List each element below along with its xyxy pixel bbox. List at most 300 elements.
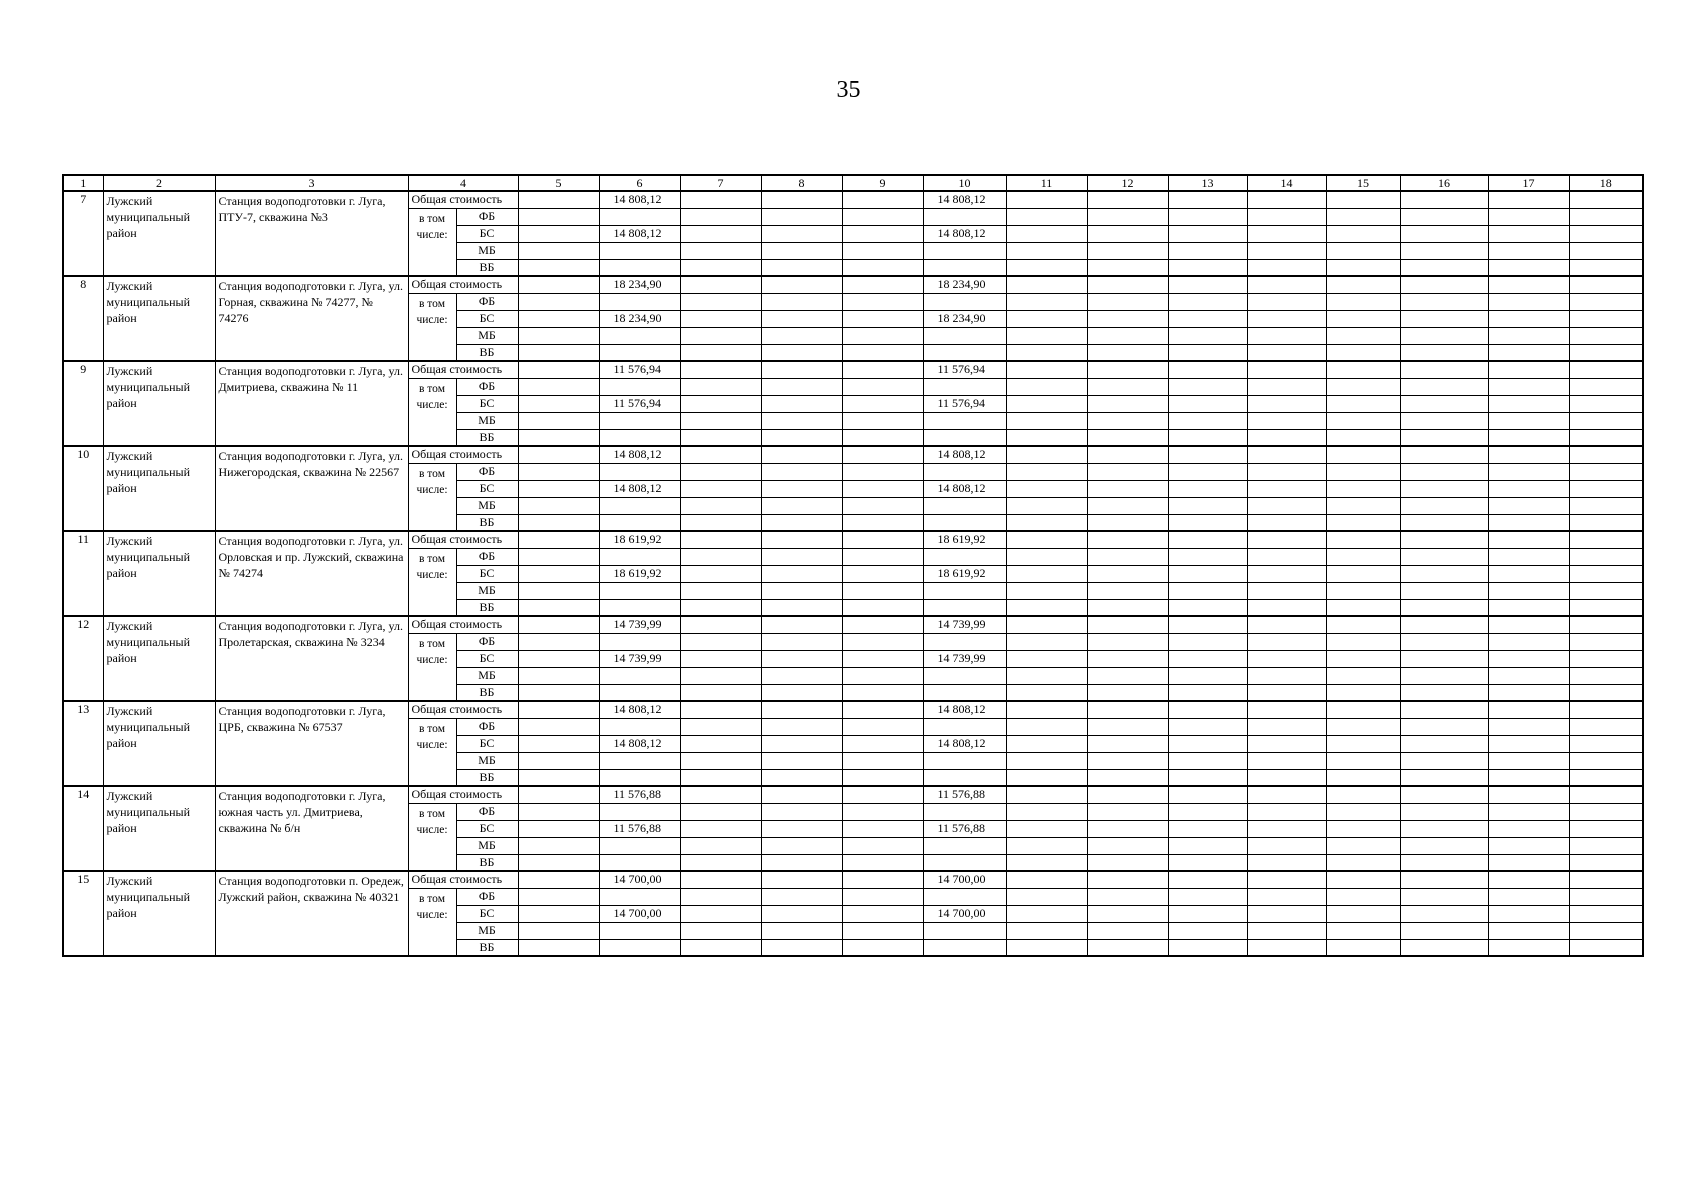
empty-cell: [518, 701, 599, 718]
empty-cell: [761, 854, 842, 871]
funding-source-label: ВБ: [456, 599, 518, 616]
empty-cell: [599, 922, 680, 939]
empty-cell: [1087, 684, 1168, 701]
district-name: Лужский муниципальный район: [103, 191, 215, 276]
empty-cell: [1326, 395, 1400, 412]
empty-cell: [923, 803, 1006, 820]
empty-cell: [842, 191, 923, 208]
empty-cell: [1400, 446, 1488, 463]
empty-cell: [599, 548, 680, 565]
empty-cell: [1569, 633, 1643, 650]
empty-cell: [842, 242, 923, 259]
empty-cell: [761, 905, 842, 922]
empty-cell: [842, 616, 923, 633]
column-number-cell: 11: [1006, 175, 1087, 191]
empty-cell: [1488, 633, 1569, 650]
empty-cell: [1087, 786, 1168, 803]
empty-cell: [680, 480, 761, 497]
empty-cell: [1247, 871, 1326, 888]
empty-cell: [1087, 599, 1168, 616]
funding-source-label: БС: [456, 820, 518, 837]
empty-cell: [1488, 378, 1569, 395]
empty-cell: [1326, 905, 1400, 922]
empty-cell: [842, 531, 923, 548]
empty-cell: [1247, 208, 1326, 225]
empty-cell: [1326, 225, 1400, 242]
object-name: Станция водоподготовки г. Луга, ул. Орловская и пр. Лужский, скважина № 74274: [215, 531, 408, 616]
empty-cell: [1569, 752, 1643, 769]
empty-cell: [1087, 701, 1168, 718]
funding-source-label: ФБ: [456, 463, 518, 480]
empty-cell: [761, 820, 842, 837]
empty-cell: [1168, 905, 1247, 922]
empty-cell: [761, 361, 842, 378]
amount-cell: 14 739,99: [923, 616, 1006, 633]
empty-cell: [518, 922, 599, 939]
empty-cell: [1569, 446, 1643, 463]
row-number: 8: [63, 276, 103, 361]
empty-cell: [1326, 565, 1400, 582]
empty-cell: [680, 327, 761, 344]
empty-cell: [1168, 208, 1247, 225]
empty-cell: [1006, 599, 1087, 616]
row-number: 14: [63, 786, 103, 871]
page-number: 35: [836, 77, 861, 103]
empty-cell: [518, 531, 599, 548]
empty-cell: [1488, 463, 1569, 480]
funding-source-label: БС: [456, 735, 518, 752]
empty-cell: [1006, 208, 1087, 225]
column-number-cell: 9: [842, 175, 923, 191]
empty-cell: [923, 667, 1006, 684]
empty-cell: [1087, 752, 1168, 769]
empty-cell: [1247, 293, 1326, 310]
empty-cell: [1006, 514, 1087, 531]
amount-cell: 11 576,94: [923, 361, 1006, 378]
empty-cell: [1488, 225, 1569, 242]
funding-source-label: ФБ: [456, 208, 518, 225]
empty-cell: [842, 905, 923, 922]
empty-cell: [599, 684, 680, 701]
column-number-cell: 4: [408, 175, 518, 191]
empty-cell: [1326, 480, 1400, 497]
amount-cell: 14 700,00: [599, 871, 680, 888]
amount-cell: 14 808,12: [599, 480, 680, 497]
empty-cell: [599, 752, 680, 769]
empty-cell: [1400, 480, 1488, 497]
table-row-total: [63, 446, 1643, 463]
empty-cell: [599, 514, 680, 531]
empty-cell: [1488, 480, 1569, 497]
empty-cell: [1488, 310, 1569, 327]
empty-cell: [1006, 633, 1087, 650]
empty-cell: [1168, 412, 1247, 429]
empty-cell: [1488, 752, 1569, 769]
empty-cell: [680, 259, 761, 276]
empty-cell: [1168, 752, 1247, 769]
empty-cell: [761, 497, 842, 514]
empty-cell: [842, 514, 923, 531]
empty-cell: [1400, 548, 1488, 565]
funding-source-label: БС: [456, 395, 518, 412]
funding-source-label: БС: [456, 480, 518, 497]
empty-cell: [1326, 667, 1400, 684]
funding-source-label: ФБ: [456, 803, 518, 820]
empty-cell: [1006, 701, 1087, 718]
empty-cell: [1247, 344, 1326, 361]
empty-cell: [842, 922, 923, 939]
empty-cell: [1168, 225, 1247, 242]
empty-cell: [761, 310, 842, 327]
empty-cell: [1400, 905, 1488, 922]
empty-cell: [1087, 616, 1168, 633]
empty-cell: [680, 565, 761, 582]
empty-cell: [1006, 531, 1087, 548]
empty-cell: [1168, 837, 1247, 854]
amount-cell: 14 739,99: [599, 616, 680, 633]
empty-cell: [518, 395, 599, 412]
empty-cell: [1006, 480, 1087, 497]
empty-cell: [1006, 735, 1087, 752]
including-label: в том числе:: [408, 208, 456, 276]
empty-cell: [1488, 242, 1569, 259]
empty-cell: [680, 905, 761, 922]
empty-cell: [1247, 769, 1326, 786]
empty-cell: [1400, 259, 1488, 276]
empty-cell: [1569, 191, 1643, 208]
empty-cell: [518, 208, 599, 225]
empty-cell: [1087, 531, 1168, 548]
empty-cell: [842, 208, 923, 225]
empty-cell: [1168, 888, 1247, 905]
empty-cell: [1168, 310, 1247, 327]
empty-cell: [1326, 769, 1400, 786]
empty-cell: [599, 582, 680, 599]
empty-cell: [1326, 361, 1400, 378]
empty-cell: [1326, 820, 1400, 837]
row-number: 11: [63, 531, 103, 616]
funding-source-label: ФБ: [456, 718, 518, 735]
object-name: Станция водоподготовки п. Оредеж, Лужский район, скважина № 40321: [215, 871, 408, 956]
empty-cell: [1400, 837, 1488, 854]
empty-cell: [680, 429, 761, 446]
empty-cell: [1006, 837, 1087, 854]
empty-cell: [1400, 650, 1488, 667]
amount-cell: 14 700,00: [923, 871, 1006, 888]
empty-cell: [1087, 548, 1168, 565]
empty-cell: [761, 429, 842, 446]
empty-cell: [680, 803, 761, 820]
empty-cell: [1488, 344, 1569, 361]
empty-cell: [1326, 718, 1400, 735]
empty-cell: [1006, 803, 1087, 820]
empty-cell: [1006, 667, 1087, 684]
empty-cell: [1087, 633, 1168, 650]
row-number: 15: [63, 871, 103, 956]
empty-cell: [1087, 378, 1168, 395]
empty-cell: [1326, 922, 1400, 939]
empty-cell: [599, 599, 680, 616]
empty-cell: [1087, 327, 1168, 344]
including-label: в том числе:: [408, 378, 456, 446]
empty-cell: [923, 599, 1006, 616]
empty-cell: [761, 565, 842, 582]
empty-cell: [1488, 293, 1569, 310]
empty-cell: [1569, 922, 1643, 939]
empty-cell: [1168, 633, 1247, 650]
total-cost-label: Общая стоимость: [408, 531, 518, 548]
empty-cell: [842, 871, 923, 888]
empty-cell: [518, 378, 599, 395]
empty-cell: [518, 718, 599, 735]
empty-cell: [1247, 650, 1326, 667]
empty-cell: [842, 684, 923, 701]
empty-cell: [1400, 786, 1488, 803]
empty-cell: [1488, 837, 1569, 854]
funding-source-label: МБ: [456, 752, 518, 769]
empty-cell: [1087, 259, 1168, 276]
table-row-total: [63, 786, 1643, 803]
empty-cell: [680, 395, 761, 412]
empty-cell: [680, 344, 761, 361]
empty-cell: [1569, 939, 1643, 956]
empty-cell: [1400, 361, 1488, 378]
empty-cell: [761, 922, 842, 939]
funding-table: [62, 174, 1644, 957]
empty-cell: [518, 429, 599, 446]
empty-cell: [680, 446, 761, 463]
including-label: в том числе:: [408, 888, 456, 956]
empty-cell: [1087, 344, 1168, 361]
amount-cell: 14 808,12: [923, 191, 1006, 208]
empty-cell: [518, 480, 599, 497]
empty-cell: [518, 650, 599, 667]
district-name: Лужский муниципальный район: [103, 616, 215, 701]
empty-cell: [1400, 310, 1488, 327]
empty-cell: [1168, 191, 1247, 208]
empty-cell: [1400, 344, 1488, 361]
empty-cell: [599, 939, 680, 956]
amount-cell: 14 808,12: [599, 735, 680, 752]
empty-cell: [680, 548, 761, 565]
empty-cell: [923, 293, 1006, 310]
empty-cell: [1006, 259, 1087, 276]
empty-cell: [680, 837, 761, 854]
empty-cell: [1569, 820, 1643, 837]
empty-cell: [1488, 684, 1569, 701]
empty-cell: [1087, 429, 1168, 446]
empty-cell: [1488, 905, 1569, 922]
empty-cell: [680, 191, 761, 208]
empty-cell: [1168, 616, 1247, 633]
empty-cell: [761, 514, 842, 531]
including-label: в том числе:: [408, 718, 456, 786]
empty-cell: [1400, 412, 1488, 429]
funding-source-label: БС: [456, 310, 518, 327]
object-name: Станция водоподготовки г. Луга, ул. Горная, скважина № 74277, № 74276: [215, 276, 408, 361]
empty-cell: [1087, 939, 1168, 956]
empty-cell: [1400, 633, 1488, 650]
empty-cell: [1569, 378, 1643, 395]
empty-cell: [680, 514, 761, 531]
row-number: 12: [63, 616, 103, 701]
empty-cell: [1488, 786, 1569, 803]
funding-source-label: БС: [456, 905, 518, 922]
column-number-cell: 8: [761, 175, 842, 191]
empty-cell: [1247, 480, 1326, 497]
empty-cell: [1168, 463, 1247, 480]
empty-cell: [1006, 888, 1087, 905]
empty-cell: [518, 939, 599, 956]
empty-cell: [1247, 514, 1326, 531]
empty-cell: [761, 242, 842, 259]
empty-cell: [1569, 803, 1643, 820]
empty-cell: [842, 888, 923, 905]
empty-cell: [1087, 276, 1168, 293]
empty-cell: [680, 922, 761, 939]
empty-cell: [1247, 548, 1326, 565]
empty-cell: [761, 259, 842, 276]
empty-cell: [680, 616, 761, 633]
empty-cell: [1087, 769, 1168, 786]
empty-cell: [1087, 905, 1168, 922]
empty-cell: [842, 939, 923, 956]
funding-source-label: МБ: [456, 327, 518, 344]
empty-cell: [842, 820, 923, 837]
empty-cell: [1488, 871, 1569, 888]
empty-cell: [1168, 327, 1247, 344]
empty-cell: [1006, 293, 1087, 310]
empty-cell: [1569, 854, 1643, 871]
empty-cell: [680, 412, 761, 429]
empty-cell: [1569, 497, 1643, 514]
empty-cell: [599, 854, 680, 871]
column-number-row: [63, 175, 1643, 191]
empty-cell: [923, 837, 1006, 854]
empty-cell: [1087, 667, 1168, 684]
empty-cell: [1326, 276, 1400, 293]
empty-cell: [1488, 735, 1569, 752]
empty-cell: [1168, 735, 1247, 752]
empty-cell: [842, 650, 923, 667]
empty-cell: [1087, 361, 1168, 378]
empty-cell: [680, 871, 761, 888]
empty-cell: [680, 582, 761, 599]
empty-cell: [842, 582, 923, 599]
empty-cell: [1247, 361, 1326, 378]
empty-cell: [1247, 888, 1326, 905]
empty-cell: [761, 480, 842, 497]
empty-cell: [1247, 429, 1326, 446]
empty-cell: [1400, 871, 1488, 888]
including-label: в том числе:: [408, 803, 456, 871]
empty-cell: [680, 497, 761, 514]
empty-cell: [680, 208, 761, 225]
empty-cell: [1326, 939, 1400, 956]
empty-cell: [842, 276, 923, 293]
empty-cell: [518, 667, 599, 684]
empty-cell: [1247, 378, 1326, 395]
funding-source-label: БС: [456, 225, 518, 242]
empty-cell: [599, 497, 680, 514]
empty-cell: [1569, 718, 1643, 735]
amount-cell: 18 619,92: [923, 565, 1006, 582]
empty-cell: [761, 939, 842, 956]
empty-cell: [1400, 242, 1488, 259]
empty-cell: [1488, 888, 1569, 905]
empty-cell: [1400, 531, 1488, 548]
empty-cell: [1247, 820, 1326, 837]
empty-cell: [518, 888, 599, 905]
empty-cell: [1168, 446, 1247, 463]
empty-cell: [761, 650, 842, 667]
empty-cell: [1247, 327, 1326, 344]
empty-cell: [923, 497, 1006, 514]
empty-cell: [842, 854, 923, 871]
district-name: Лужский муниципальный район: [103, 531, 215, 616]
empty-cell: [599, 429, 680, 446]
empty-cell: [1569, 259, 1643, 276]
empty-cell: [923, 769, 1006, 786]
empty-cell: [1400, 497, 1488, 514]
empty-cell: [761, 378, 842, 395]
empty-cell: [680, 854, 761, 871]
empty-cell: [1247, 582, 1326, 599]
empty-cell: [518, 905, 599, 922]
column-number-cell: 15: [1326, 175, 1400, 191]
empty-cell: [1569, 905, 1643, 922]
empty-cell: [680, 463, 761, 480]
empty-cell: [1488, 327, 1569, 344]
empty-cell: [761, 344, 842, 361]
empty-cell: [1400, 208, 1488, 225]
total-cost-label: Общая стоимость: [408, 446, 518, 463]
funding-source-label: ВБ: [456, 854, 518, 871]
amount-cell: 11 576,88: [599, 820, 680, 837]
empty-cell: [518, 820, 599, 837]
amount-cell: 18 234,90: [599, 310, 680, 327]
empty-cell: [1087, 514, 1168, 531]
empty-cell: [1006, 548, 1087, 565]
empty-cell: [1168, 344, 1247, 361]
empty-cell: [518, 565, 599, 582]
empty-cell: [1400, 327, 1488, 344]
empty-cell: [680, 939, 761, 956]
empty-cell: [1006, 412, 1087, 429]
empty-cell: [1247, 854, 1326, 871]
empty-cell: [761, 803, 842, 820]
empty-cell: [1087, 293, 1168, 310]
empty-cell: [1168, 361, 1247, 378]
district-name: Лужский муниципальный район: [103, 446, 215, 531]
empty-cell: [923, 888, 1006, 905]
empty-cell: [1247, 939, 1326, 956]
empty-cell: [1400, 684, 1488, 701]
empty-cell: [1168, 276, 1247, 293]
empty-cell: [1326, 701, 1400, 718]
empty-cell: [518, 310, 599, 327]
empty-cell: [1400, 395, 1488, 412]
amount-cell: 18 234,90: [923, 310, 1006, 327]
empty-cell: [1488, 208, 1569, 225]
empty-cell: [923, 242, 1006, 259]
empty-cell: [680, 225, 761, 242]
empty-cell: [1247, 276, 1326, 293]
empty-cell: [1488, 514, 1569, 531]
empty-cell: [1488, 191, 1569, 208]
empty-cell: [923, 854, 1006, 871]
object-name: Станция водоподготовки г. Луга, южная часть ул. Дмитриева, скважина № б/н: [215, 786, 408, 871]
